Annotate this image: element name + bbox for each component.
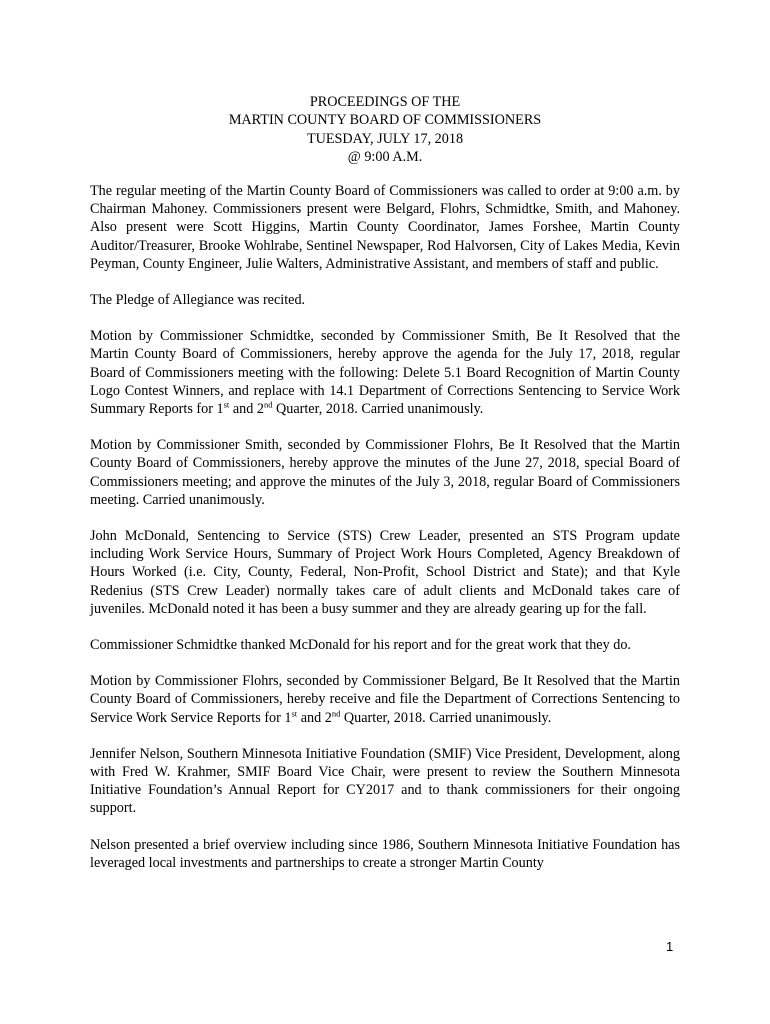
paragraph-call-to-order: The regular meeting of the Martin County Board of Commissioners was called to order at 9:00 a.m. by Chairman Mahoney. Commissioners present were Belgard, Flohrs, Schmidtke, Smith, and Mahoney. Also present were Scott Higgins, Martin County Coordinator, James Forshee, Martin County Auditor/Treasurer, Brooke Wohlrabe, Sentinel Newspaper, Rod Halvorsen, City of Lakes Media, Kevin Peyman, County Engineer, Julie Walters, Administrative Assistant, and members of staff and public.: [90, 183, 680, 272]
paragraph-smif-intro: Jennifer Nelson, Southern Minnesota Initiative Foundation (SMIF) Vice President, Development, along with Fred W. Krahmer, SMIF Board Vice Chair, were present to review the Southern Minnesota Initiative Foundation’s Annual Report for CY2017 and to thank commissioners for their ongoing support.: [90, 745, 680, 817]
reports-motion-text-b: and 2: [297, 709, 332, 726]
paragraph-agenda-motion: [90, 327, 680, 418]
paragraph-pledge: The Pledge of Allegiance was recited.: [90, 292, 306, 309]
agenda-motion-sup-st: st: [223, 399, 230, 410]
reports-motion-text-a: Motion by Commissioner Flohrs, seconded by Commissioner Belgard, Be It Resolved that the Martin County Board of Commissioners, hereby receive and file the Department of Corrections Sentencing to Service Work Service Reports for 1: [90, 673, 680, 726]
paragraph-minutes-motion: Motion by Commissioner Smith, seconded by Commissioner Flohrs, Be It Resolved that the Martin County Board of Commissioners, hereby approve the minutes of the June 27, 2018, special Board of Commissioners meeting; and approve the minutes of the July 3, 2018, regular Board of Commissioners meeting. Carried unanimously.: [90, 437, 680, 508]
heading-line-time: @ 9:00 A.M.: [347, 149, 423, 166]
paragraph-thanks: Commissioner Schmidtke thanked McDonald for his report and for the great work that they do.: [90, 637, 631, 654]
reports-motion-sup-st: st: [291, 707, 298, 718]
paragraph-smif-overview: Nelson presented a brief overview including since 1986, Southern Minnesota Initiative Foundation has leveraged local investments and partnerships to create a stronger Martin County: [90, 836, 680, 871]
agenda-motion-sup-nd: nd: [263, 399, 273, 410]
heading-line-proceedings: PROCEEDINGS OF THE: [309, 94, 461, 110]
agenda-motion-text-a: Motion by Commissioner Schmidtke, seconded by Commissioner Smith, Be It Resolved that the Martin County Board of Commissioners, hereby approve the agenda for the July 17, 2018, regular Board of Commissioners meeting with the following: Delete 5.1 Board Recognition of Martin County Logo Contest Winners, and replace with 14.1 Department of Corrections Sentencing to Service Work Summary Reports for 1: [90, 328, 680, 418]
heading-line-date: TUESDAY, JULY 17, 2018: [306, 130, 464, 147]
agenda-motion-text-b: and 2: [229, 401, 264, 418]
reports-motion-text-c: Quarter, 2018. Carried unanimously.: [340, 709, 552, 726]
heading-line-board: MARTIN COUNTY BOARD OF COMMISSIONERS: [228, 112, 542, 129]
paragraph-reports-motion: [90, 672, 680, 727]
page-number: 1: [666, 939, 674, 954]
agenda-motion-text-c: Quarter, 2018. Carried unanimously.: [272, 401, 484, 418]
paragraph-sts-update: John McDonald, Sentencing to Service (STS) Crew Leader, presented an STS Program update including Work Service Hours, Summary of Project Work Hours Completed, Agency Breakdown of Hours Worked (i.e. City, County, Federal, Non-Profit, School District and State); and that Kyle Redenius (STS Crew Leader) normally takes care of adult clients and McDonald takes care of juveniles. McDonald noted it has been a busy summer and they are already gearing up for the fall.: [90, 528, 680, 617]
document-body: [90, 182, 680, 890]
reports-motion-sup-nd: nd: [331, 707, 341, 718]
document-heading: [90, 93, 680, 167]
